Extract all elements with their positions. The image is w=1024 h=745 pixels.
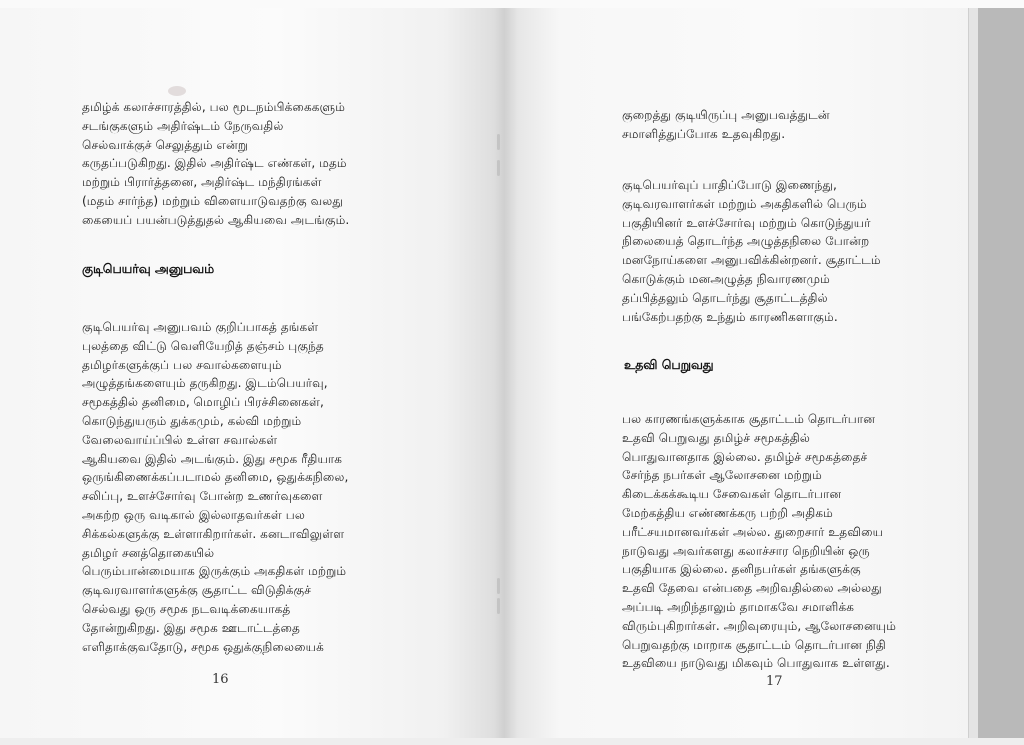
text-line: தோன்றுகிறது. இது சமூக ஊடாட்டத்தை [82, 620, 300, 635]
right-section-heading: உதவி பெறுவது [624, 357, 714, 372]
text-line: கொடுக்கும் மனஅழுத்த நிவாரணமும் [622, 271, 830, 286]
text-line: வேலைவாய்ப்பில் உள்ள சவால்கள் [82, 432, 278, 447]
right-paragraph-1 [622, 106, 830, 144]
text-line: சமாளித்துப்போக உதவுகிறது. [622, 126, 786, 141]
text-line: நாடுவது அவர்களது கலாச்சார நெறியின் ஒரு [622, 543, 870, 558]
text-line: குடிபெயர்வு அனுபவம் குறிப்பாகத் தங்கள் [82, 320, 319, 334]
right-paragraph-2 [622, 176, 881, 326]
text-line: மற்றும் பிரார்த்தனை, அதிர்ஷ்ட மந்திரங்கள் [82, 175, 322, 190]
text-line: குடிவரவாளர்களுக்கு சூதாட்ட விடுதிக்குச் [82, 583, 312, 598]
left-paragraph-1 [82, 98, 349, 230]
binding-staple-mark [497, 160, 500, 176]
text-line: பெறுவதற்கு மாறாக சூதாட்டம் தொடர்பான நிதி [622, 637, 886, 652]
text-line: குறைத்து குடியிருப்பு அனுபவத்துடன் [622, 108, 830, 122]
text-line: ஆகியவை இதில் அடங்கும். இது சமூக ரீதியாக [82, 451, 343, 466]
text-line: பகுதியாக இல்லை. தனிநபர்கள் தங்களுக்கு [622, 562, 861, 577]
text-line: அழுத்தங்களையும் தருகிறது. இடம்பெயர்வு, [82, 376, 328, 391]
binding-staple-mark [497, 578, 500, 594]
text-line: கொடுந்துயரும் துக்கமும், கல்வி மற்றும் [82, 413, 302, 428]
text-line: தமிழர் சனத்தொகையில் [82, 545, 215, 560]
text-line: கையைப் பயன்படுத்துதல் ஆகியவை அடங்கும். [82, 212, 350, 227]
left-paragraph-2 [82, 318, 348, 656]
text-line: செல்வது ஒரு சமூக நடவடிக்கையாகத் [82, 601, 291, 616]
text-line: விரும்புகிறார்கள். அறிவுரையும், ஆலோசனையும் [622, 618, 897, 633]
text-line: உதவி தேவை என்பதை அறிவதில்லை அல்லது [622, 581, 882, 596]
binding-staple-mark [497, 134, 500, 150]
right-paragraph-3 [622, 410, 896, 673]
text-line: குடிவரவாளர்கள் மற்றும் அகதிகளில் பெரும் [622, 196, 867, 211]
text-line: சடங்குகளும் அதிர்ஷ்டம் நேருவதில் [82, 118, 284, 133]
text-line: தப்பித்தலும் தொடர்ந்து சூதாட்டத்தில் [622, 290, 828, 305]
text-line: பரீட்சயமானவர்கள் அல்ல. துறைசார் உதவியை [622, 524, 884, 539]
text-line: பெரும்பான்மையாக இருக்கும் அகதிகள் மற்றும் [82, 564, 347, 579]
text-line: எளிதாக்குவதோடு, சமூக ஒதுக்குநிலையைக் [82, 639, 324, 654]
text-line: சமூகத்தில் தனிமை, மொழிப் பிரச்சினைகள், [82, 395, 324, 410]
text-line: புலத்தை விட்டு வெளியேறித் தஞ்சம் புகுந்த [82, 338, 324, 353]
text-line: தமிழர்களுக்குப் பல சவால்களையும் [82, 357, 282, 372]
text-line: பங்கேற்பதற்கு உந்தும் காரணிகளாகும். [622, 309, 838, 324]
text-line: மேற்கத்திய எண்ணக்கரு பற்றி அதிகம் [622, 505, 833, 520]
binding-staple-mark [497, 598, 500, 614]
text-line: பல காரணங்களுக்காக சூதாட்டம் தொடர்பான [622, 412, 876, 426]
text-line: கருதப்படுகிறது. இதில் அதிர்ஷ்ட எண்கள், மதம் [82, 156, 347, 171]
paper-smudge [168, 86, 186, 96]
left-section-heading: குடிபெயர்வு அனுபவம் [82, 261, 215, 276]
text-line: தமிழ்க் கலாச்சாரத்தில், பல மூடநம்பிக்கைகளும் [82, 100, 346, 114]
text-line: அப்படி அறிந்தாலும் தாமாகவே சமாளிக்க [622, 599, 855, 614]
text-line: பகுதியினர் உளச்சோர்வு மற்றும் கொடுந்துயர் [622, 215, 871, 230]
text-line: அகற்ற ஒரு வடிகால் இல்லாதவர்கள் பல [82, 507, 305, 522]
text-line: கிடைக்கக்கூடிய சேவைகள் தொடர்பான [622, 487, 842, 502]
text-line: சலிப்பு, உளச்சோர்வு போன்ற உணர்வுகளை [82, 489, 323, 504]
text-line: பொதுவானதாக இல்லை. தமிழ்ச் சமூகத்தைச் [622, 449, 868, 464]
text-line: நிலையைத் தொடர்ந்த அழுத்தநிலை போன்ற [622, 234, 870, 249]
scanner-background [978, 8, 1024, 738]
text-line: ஒருங்கிணைக்கப்படாமல் தனிமை, ஒதுக்கநிலை, [82, 470, 349, 485]
page-number-left: 16 [212, 672, 229, 687]
text-line: மனநோய்களை அனுபவிக்கின்றனர். சூதாட்டம் [622, 253, 881, 268]
text-line: குடிபெயர்வுப் பாதிப்போடு இணைந்து, [622, 178, 837, 192]
text-line: சேர்ந்த நபர்கள் ஆலோசனை மற்றும் [622, 468, 822, 483]
scanner-bottom-edge [0, 738, 1024, 745]
text-line: (மதம் சார்ந்த) மற்றும் விளையாடுவதற்கு வலது [82, 193, 343, 208]
text-line: உதவி பெறுவது தமிழ்ச் சமூகத்தில் [622, 430, 811, 445]
page-number-right: 17 [766, 674, 783, 689]
text-line: உதவியை நாடுவது மிகவும் பொதுவாக உள்ளது. [622, 656, 890, 671]
text-line: செல்வாக்குச் செலுத்தும் என்று [82, 137, 249, 152]
text-line: சிக்கல்களுக்கு உள்ளாகிறார்கள். கனடாவிலுள்ள [82, 526, 345, 541]
